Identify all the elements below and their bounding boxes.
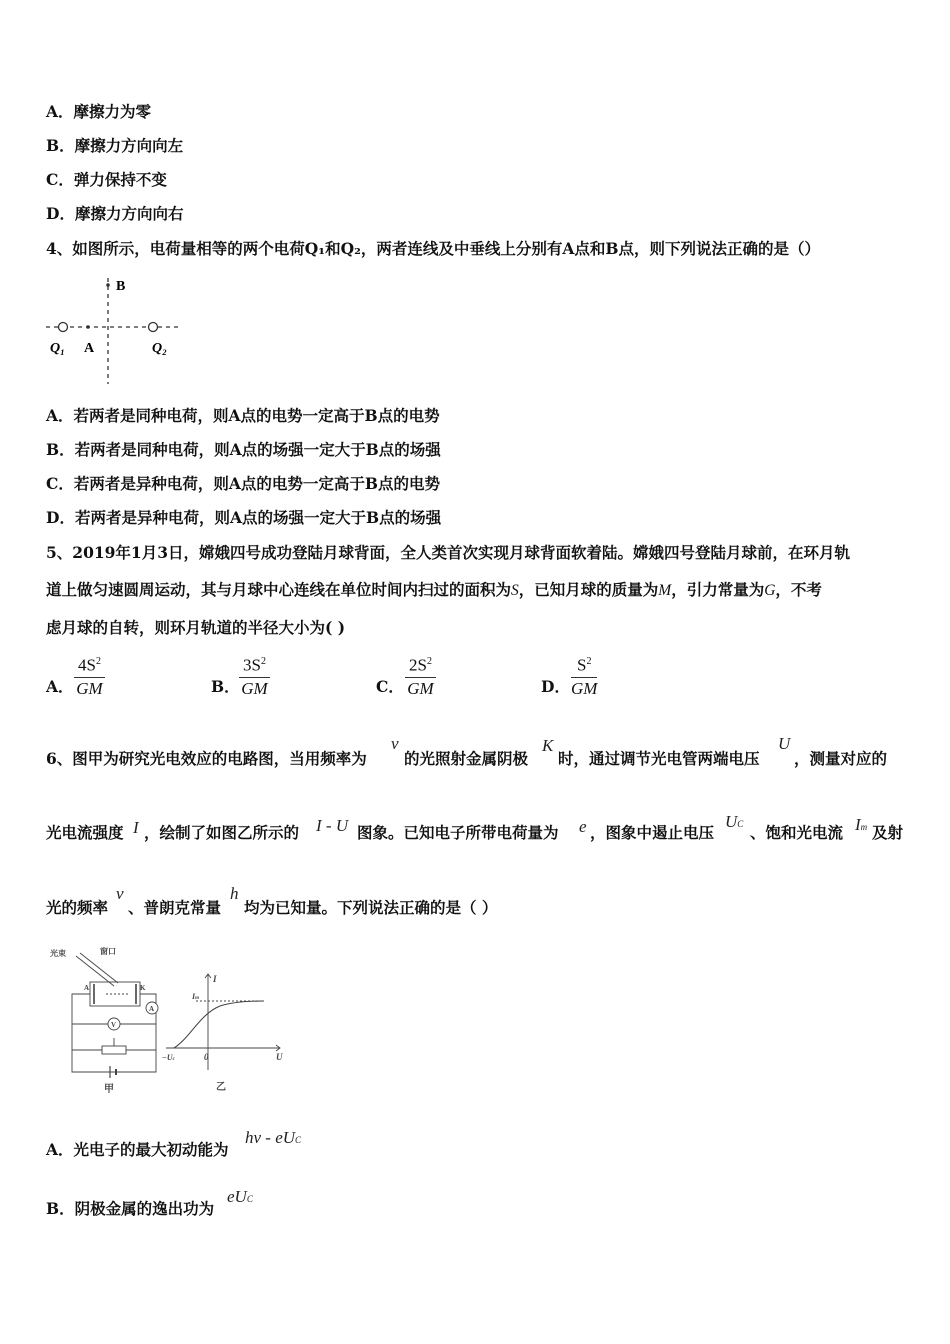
q5-option-d-label: D． — [541, 677, 570, 696]
q5-line-2: 道上做匀速圆周运动，其与月球中心连线在单位时间内扫过的面积为S，已知月球的质量为M，引力常量为G，不考 — [46, 580, 822, 599]
q5-line-3: 虑月球的自转，则环月轨道的半径大小为( ) — [46, 618, 346, 637]
label-im: Im — [192, 992, 200, 1001]
q6-sym-nu-2: ν — [116, 884, 124, 903]
label-i-axis: I — [213, 974, 217, 984]
q3-option-d: D．摩擦力方向向右 — [46, 204, 184, 223]
label-q2: Q₂ — [152, 341, 167, 356]
label-anode: A — [84, 984, 90, 992]
label-voltmeter: V — [111, 1021, 117, 1029]
q4-option-c: C．若两者是异种电荷，则A点的电势一定高于B点的电势 — [46, 474, 440, 493]
charge-q2 — [149, 323, 158, 332]
iu-curve — [174, 1001, 264, 1048]
point-a-dot — [86, 325, 90, 329]
q6-l3b: 、普朗克常量 — [128, 898, 222, 917]
q5-line-1: 5、2019年1月3日，嫦娥四号成功登陆月球背面，全人类首次实现月球背面软着陆。嫦娥四号登陆月球前，在环月轨 — [46, 543, 850, 562]
q6-sym-k: K — [542, 736, 554, 755]
q3-option-a: A．摩擦力为零 — [46, 102, 152, 121]
q6-option-a-text: A．光电子的最大初动能为 — [46, 1140, 229, 1159]
label-b: B — [116, 279, 126, 294]
q6-sym-uc: UC — [725, 812, 744, 831]
label-q1: Q₁ — [50, 341, 65, 356]
light-beam-1 — [76, 956, 114, 986]
q6-option-b-text: B．阴极金属的逸出功为 — [46, 1199, 215, 1218]
q6-l1b: 的光照射金属阴极 — [404, 749, 529, 768]
q6-sym-e: e — [579, 817, 587, 836]
caption-jia: 甲 — [104, 1084, 114, 1095]
q3-option-c: C．弹力保持不变 — [46, 170, 167, 189]
q6-l3a: 光的频率 — [46, 898, 109, 917]
label-zero: 0 — [204, 1052, 209, 1062]
light-beam-2 — [80, 953, 118, 983]
q6-l3c: 均为已知量。下列说法正确的是（ ） — [244, 898, 498, 917]
q6-l2e: 、饱和光电流 — [750, 823, 844, 842]
rheostat — [102, 1046, 126, 1054]
label-u-axis: U — [276, 1052, 283, 1062]
q6-sym-i-u: I - U — [316, 816, 349, 835]
charge-q1 — [59, 323, 68, 332]
label-neg-uc: −Uc — [162, 1053, 175, 1062]
q6-l2f: 及射 — [872, 823, 904, 842]
q6-l1a: 6、图甲为研究光电效应的电路图，当用频率为 — [46, 749, 367, 768]
label-ammeter: A — [149, 1005, 155, 1013]
q6-option-a-math: hν - eUC — [245, 1128, 302, 1147]
point-b-dot — [106, 283, 110, 287]
q6-l1d: ，测量对应的 — [794, 749, 888, 768]
q6-sym-i: I — [133, 818, 139, 837]
iu-graph-yi — [160, 966, 290, 1096]
circuit-figure-jia — [44, 942, 169, 1097]
q4-option-d: D．若两者是异种电荷，则A点的场强一定大于B点的场强 — [46, 508, 442, 527]
label-window: 窗口 — [100, 947, 116, 956]
label-cathode: K — [140, 984, 146, 992]
label-a: A — [84, 341, 95, 356]
q5-option-c-label: C． — [376, 677, 404, 696]
q6-l1c: 时，通过调节光电管两端电压 — [558, 749, 760, 768]
q6-l2c: 图象。已知电子所带电荷量为 — [357, 823, 559, 842]
q6-l2a: 光电流强度 — [46, 823, 124, 842]
caption-yi: 乙 — [216, 1082, 226, 1093]
q5-option-a-fraction: $\frac{4S^2}{GM}$ — [74, 651, 105, 700]
q6-l2d: ，图象中遏止电压 — [590, 823, 715, 842]
q4-stem: 4、如图所示，电荷量相等的两个电荷Q₁和Q₂，两者连线及中垂线上分别有A点和B点，则下列说法正确的是（） — [46, 239, 820, 258]
q4-option-a: A．若两者是同种电荷，则A点的电势一定高于B点的电势 — [46, 406, 440, 425]
q4-charge-figure — [44, 272, 194, 387]
q6-sym-im: Im — [855, 815, 868, 834]
q4-option-b: B．若两者是同种电荷，则A点的场强一定大于B点的场强 — [46, 440, 441, 459]
q6-sym-nu-1: ν — [391, 734, 399, 753]
q5-option-c-fraction: $\frac{2S^2}{GM}$ — [405, 651, 436, 700]
q5-option-b-label: B． — [211, 677, 240, 696]
q6-option-b-math: eUC — [227, 1187, 253, 1206]
q5-option-d-fraction: $\frac{S^2}{GM}$ — [571, 651, 597, 700]
q6-sym-h: h — [230, 884, 239, 903]
q6-l2b: ，绘制了如图乙所示的 — [144, 823, 300, 842]
q5-option-b-fraction: $\frac{3S^2}{GM}$ — [239, 651, 270, 700]
q6-sym-u: U — [778, 734, 791, 753]
q5-option-a-label: A． — [46, 677, 74, 696]
q3-option-b: B．摩擦力方向向左 — [46, 136, 184, 155]
label-light: 光束 — [50, 949, 66, 958]
